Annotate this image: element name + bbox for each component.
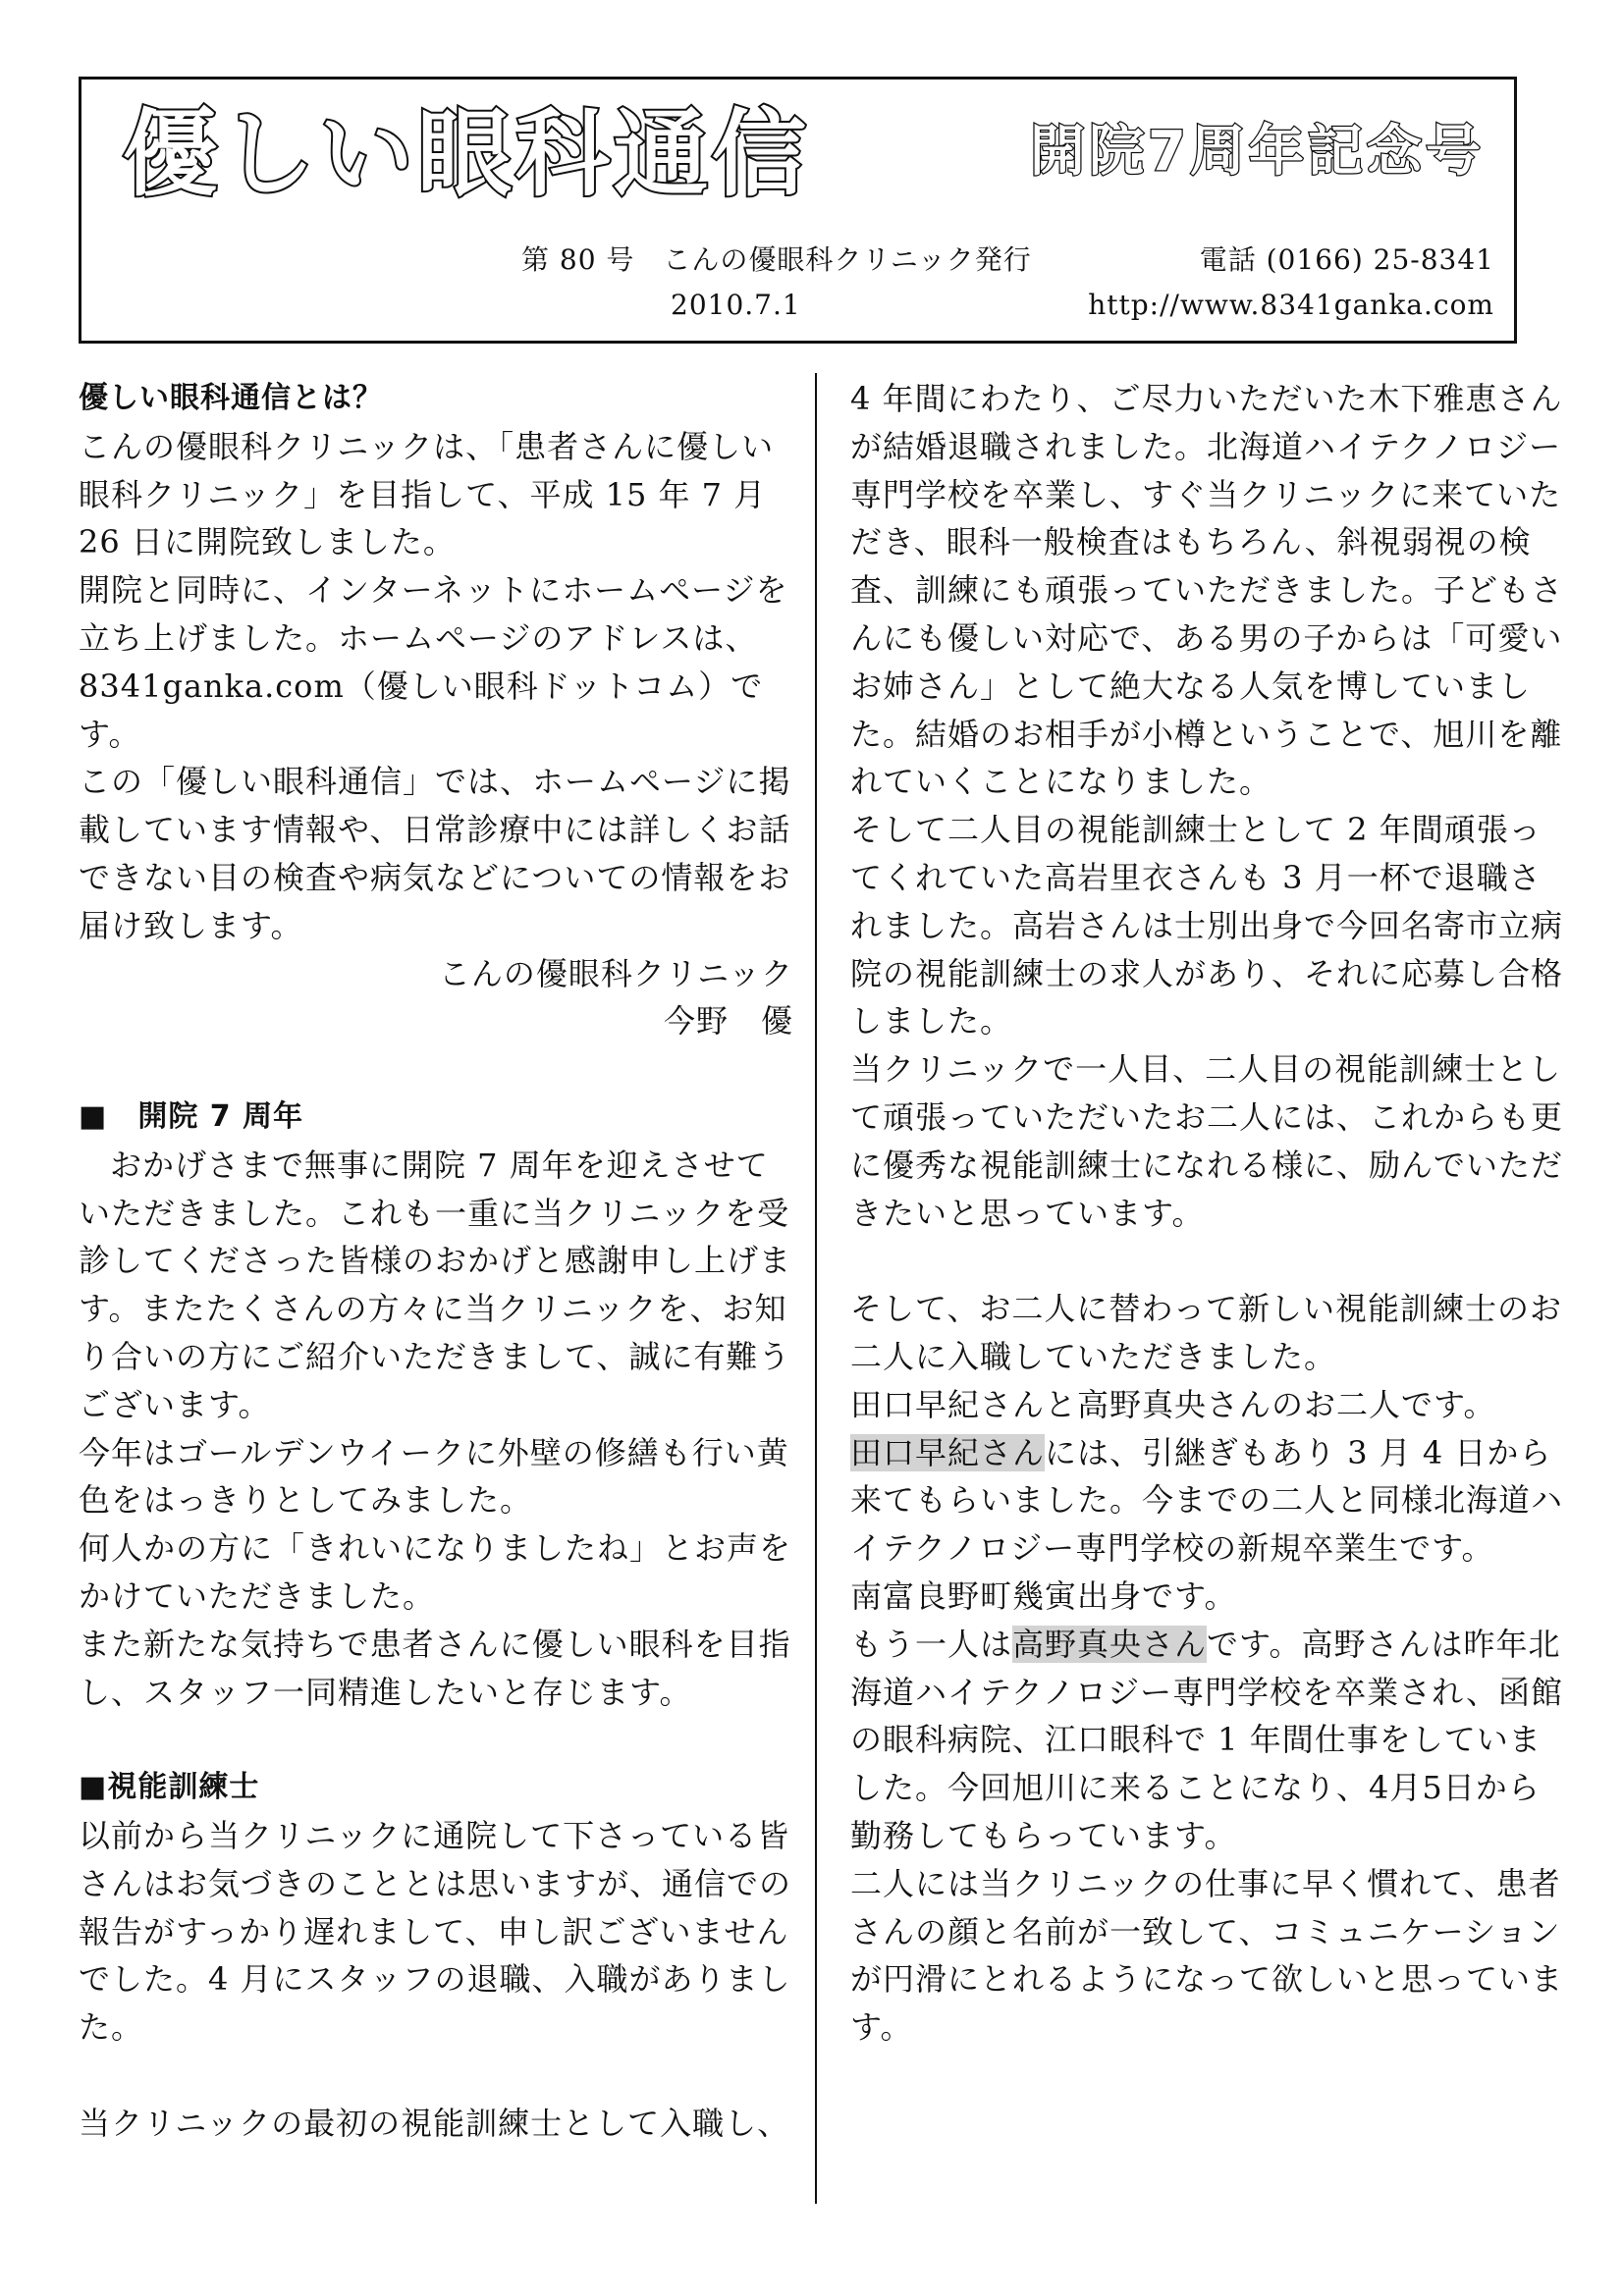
staff-name-taguchi: 田口早紀さん: [850, 1433, 1046, 1471]
anniversary-heading: ■ 開院 7 周年: [79, 1098, 304, 1134]
anniversary-paragraph-2: 今年はゴールデンウイークに外壁の修繕も行い黄色をはっきりとしてみました。: [79, 1433, 789, 1520]
anniversary-paragraph-1: おかげさまで無事に開院 7 周年を迎えさせていただきました。これも一重に当クリニックを受診してくださった皆様のおかげと感謝申し上げます。またたくさんの方々に当クリニックを、お知り合いの方にご紹介いただきまして、誠に有難うございます。: [79, 1146, 792, 1423]
masthead: [79, 77, 1517, 344]
anniversary-paragraph-4: また新たな気持ちで患者さんに優しい眼科を目指し、スタッフ一同精進したいと存じます。: [79, 1625, 791, 1711]
right-paragraph-8-text: です。高野さんは昨年北海道ハイテクノロジー専門学校を卒業され、函館の眼科病院、江口眼科で 1 年間仕事をしていました。今回旭川に来ることになり、4月5日から勤務してもらっています。: [850, 1625, 1564, 1854]
right-paragraph-1: 4 年間にわたり、ご尽力いただいた木下雅恵さんが結婚退職されました。北海道ハイテクノロジー専門学校を卒業し、すぐ当クリニックに来ていただき、眼科一般検査はもちろん、斜視弱視の検査、訓練にも頑張っていただきました。子どもさんにも優しい対応で、ある男の子からは「可愛いお姉さん」として絶大なる人気を博していました。結婚のお相手が小樽ということで、旭川を離れていくことになりました。: [850, 380, 1564, 801]
right-paragraph-6: [850, 1429, 1565, 1573]
orthoptist-paragraph-2: 当クリニックの最初の視能訓練士として入職し、: [79, 2104, 790, 2142]
about-paragraph-3: この「優しい眼科通信」では、ホームページに掲載しています情報や、日常診療中には詳しくお話できない目の検査や病気などについての情報をお届け致します。: [79, 763, 791, 944]
website-url: http://www.8341ganka.com: [1088, 289, 1494, 321]
right-paragraph-9: 二人には当クリニックの仕事に早く慣れて、患者さんの顔と名前が一致して、コミュニケーションが円滑にとれるようになって欲しいと思っています。: [850, 1864, 1564, 2047]
signature-clinic: こんの優眼科クリニック: [438, 954, 793, 992]
orthoptist-heading: ■視能訓練士: [79, 1770, 260, 1805]
issue-info: 第 80 号 こんの優眼科クリニック発行: [521, 243, 1032, 276]
staff-name-takano: 高野真央さん: [1012, 1625, 1208, 1663]
newsletter-title: 優しい眼科通信: [123, 99, 810, 209]
right-paragraph-8: [850, 1621, 1565, 1860]
right-paragraph-7: 南富良野町幾寅出身です。: [850, 1576, 1237, 1615]
anniversary-paragraph-3: 何人かの方に「きれいになりましたね」とお声をかけていただきました。: [79, 1529, 792, 1615]
issue-date: 2010.7.1: [671, 289, 801, 321]
right-paragraph-2: そして二人目の視能訓練士として 2 年間頑張ってくれていた高岩里衣さんも 3 月一杯で退職されました。高岩さんは士別出身で今回名寄市立病院の視能訓練士の求人があり、それに応募し合格しました。: [850, 811, 1564, 1041]
about-paragraph-1: こんの優眼科クリニックは、「患者さんに優しい眼科クリニック」を目指して、平成 15 年 7 月 26 日に開院致しました。: [79, 427, 775, 561]
about-paragraph-2: 開院と同時に、インターネットにホームページを立ち上げました。ホームページのアドレスは、8341ganka.com（優しい眼科ドットコム）です。: [79, 571, 788, 753]
right-column: [850, 375, 1565, 2052]
right-paragraph-6-text: には、引継ぎもあり 3 月 4 日から来てもらいました。今までの二人と同様北海道ハイテクノロジー専門学校の新規卒業生です。: [850, 1433, 1564, 1568]
right-paragraph-8-lead: もう一人は: [850, 1625, 1013, 1663]
signature-name: 今野 優: [663, 1002, 793, 1041]
right-paragraph-3: 当クリニックで一人目、二人目の視能訓練士として頑張っていただいたお二人には、これからも更に優秀な視能訓練士になれる様に、励んでいただきたいと思っています。: [850, 1050, 1564, 1232]
about-heading: 優しい眼科通信とは？: [79, 381, 383, 415]
orthoptist-paragraph-1: 以前から当クリニックに通院して下さっている皆さんはお気づきのこととは思いますが、通信での報告がすっかり遅れまして、申し訳ございませんでした。4 月にスタッフの退職、入職がありました。: [79, 1816, 792, 2047]
right-paragraph-5: 田口早紀さんと高野真央さんのお二人です。: [850, 1385, 1496, 1423]
left-column: [79, 375, 793, 2147]
anniversary-subtitle: 開院7周年記念号: [1030, 120, 1485, 184]
right-paragraph-4: そして、お二人に替わって新しい視能訓練士のお二人に入職していただきました。: [850, 1290, 1563, 1375]
phone-number: 電話 (0166) 25-8341: [1199, 243, 1494, 276]
column-divider: [815, 373, 817, 2204]
